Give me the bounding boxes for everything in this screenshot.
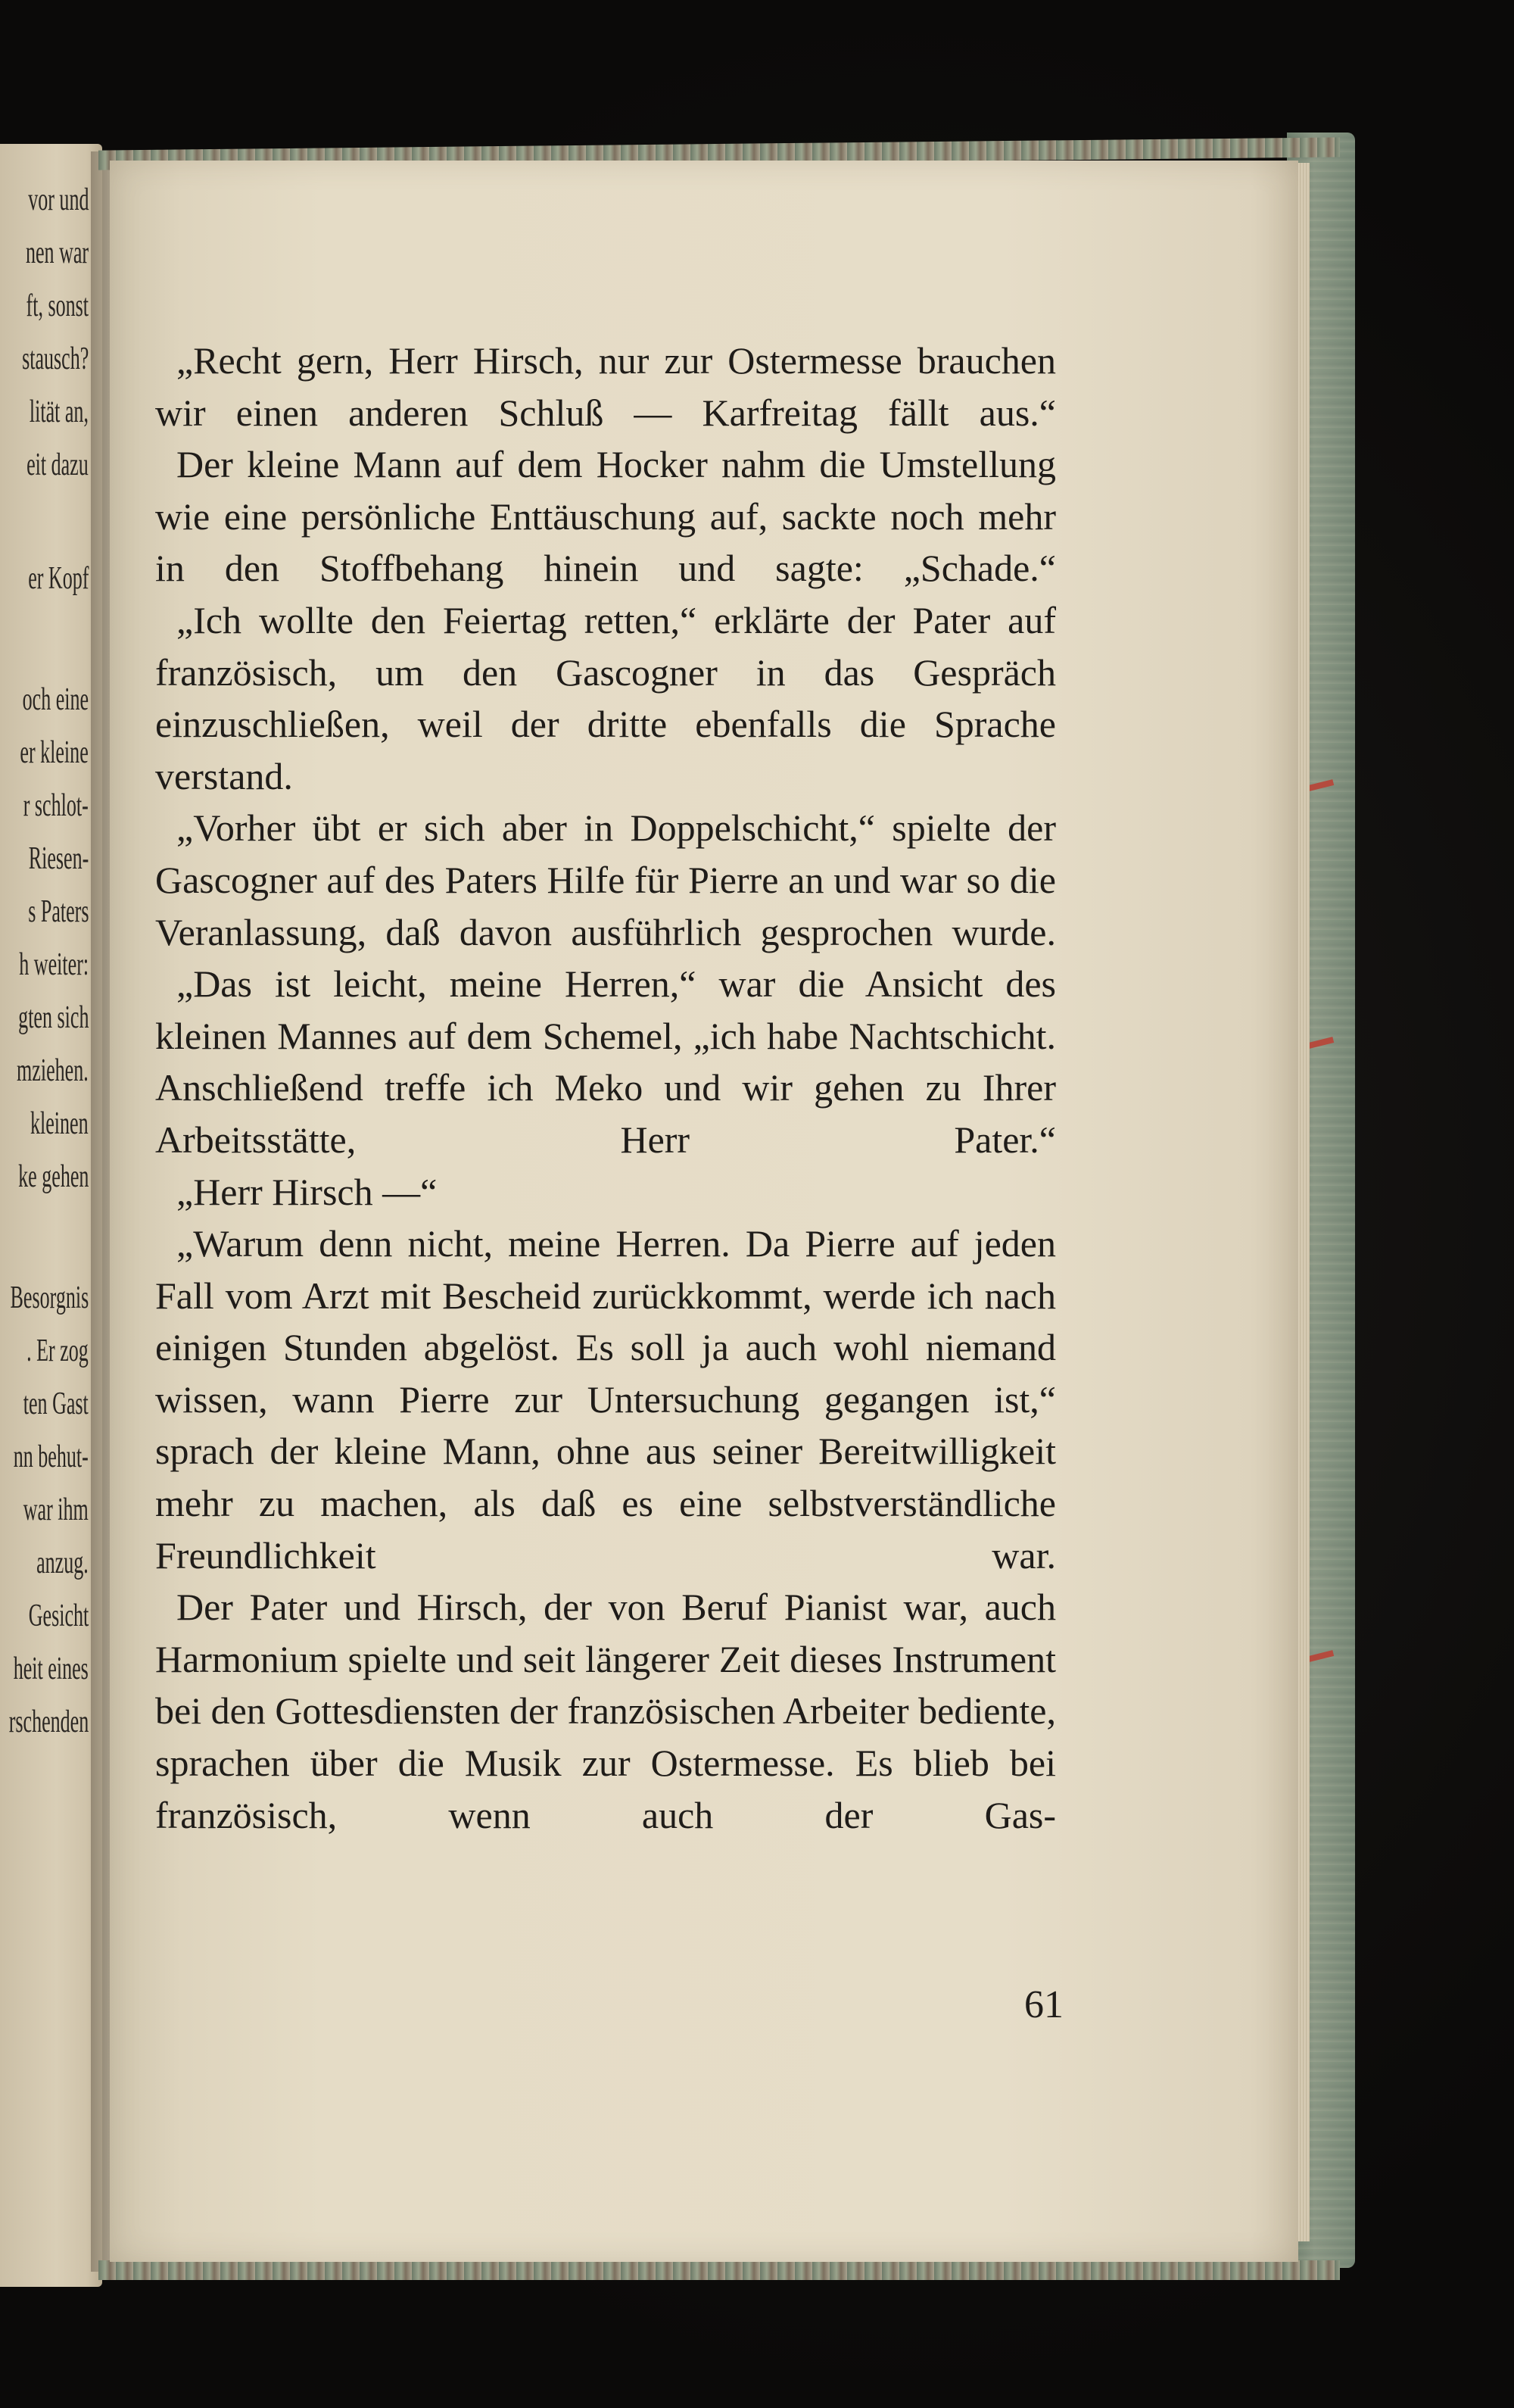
previous-page-text-fragment: eit dazu: [26, 448, 89, 482]
previous-page-text-fragment: h weiter:: [19, 947, 89, 982]
previous-page-text-fragment: er kleine: [20, 735, 89, 770]
previous-page-text-fragment: s Paters: [27, 894, 89, 929]
previous-page-text-fragment: ten Gast: [23, 1386, 89, 1421]
page-text: [155, 335, 1056, 1841]
previous-page-strip: [0, 144, 102, 2287]
paragraph: „Herr Hirsch —“: [176, 1170, 438, 1213]
paragraph: Der Pater und Hirsch, der von Beruf Pianist war, auch Harmonium spielte und seit längerer Zeit dieses Instrument bei den Gottesdiensten der französischen Arbeiter bediente, sprachen über die Musik zur Ostermesse. Es blieb bei französisch, wenn auch der Gas-: [155, 1586, 1056, 1836]
page-number: 61: [1024, 1983, 1064, 2026]
previous-page-text-fragment: Gesicht: [28, 1599, 89, 1633]
previous-page-text-fragment: stausch?: [21, 342, 89, 376]
previous-page-text-fragment: . Er zog: [26, 1333, 89, 1368]
paragraph: „Ich wollte den Feiertag retten,“ erklärte der Pater auf französisch, um den Gascogner in das Gespräch einzuschließen, weil der dritte ebenfalls die Sprache verstand.: [155, 598, 1056, 797]
previous-page-text-fragment: r schlot-: [23, 788, 89, 823]
previous-page-text-fragment: heit eines: [13, 1652, 89, 1686]
previous-page-text-fragment: och eine: [22, 682, 89, 717]
previous-page-text-fragment: gten sich: [17, 1000, 89, 1035]
previous-page-text-fragment: mziehen.: [17, 1053, 89, 1088]
previous-page-text-fragment: er Kopf: [27, 561, 89, 596]
previous-page-text-fragment: ft, sonst: [26, 289, 89, 323]
previous-page-text-fragment: kleinen: [30, 1106, 89, 1141]
paragraph: „Recht gern, Herr Hirsch, nur zur Ostermesse brauchen wir einen anderen Schluß — Karfreitag fällt aus.“: [155, 339, 1056, 434]
paragraph: „Das ist leicht, meine Herren,“ war die Ansicht des kleinen Mannes auf dem Schemel, „ich habe Nachtschicht. Anschließend treffe ich Meko und wir gehen zu Ihrer Arbeitsstätte, Herr Pater.“: [155, 962, 1056, 1161]
paragraph: Der kleine Mann auf dem Hocker nahm die Umstellung wie eine persönliche Enttäuschung auf, sackte noch mehr in den Stoffbehang hinein und sagte: „Schade.“: [155, 443, 1056, 590]
previous-page-text-fragment: nen war: [25, 235, 89, 270]
previous-page-text-fragment: vor und: [27, 182, 89, 217]
book-page: [110, 161, 1298, 2262]
previous-page-text-fragment: rschenden: [8, 1705, 89, 1739]
previous-page-text-fragment: Besorgnis: [10, 1280, 89, 1315]
previous-page-text-fragment: anzug.: [36, 1546, 89, 1580]
binding-band-bottom: [98, 2260, 1340, 2280]
previous-page-text-fragment: ke gehen: [17, 1159, 89, 1194]
previous-page-text-fragment: nn behut-: [13, 1439, 89, 1474]
previous-page-text-fragment: Riesen-: [28, 841, 89, 876]
previous-page-text-fragment: lität an,: [29, 395, 89, 429]
previous-page-text-fragment: war ihm: [23, 1493, 89, 1527]
paragraph: „Warum denn nicht, meine Herren. Da Pierre auf jeden Fall vom Arzt mit Bescheid zurückkommt, werde ich nach einigen Stunden abgelöst. Es soll ja auch wohl niemand wissen, wann Pierre zur Untersuchung gegangen ist,“ sprach der kleine Mann, ohne aus seiner Bereitwilligkeit mehr zu machen, als daß es eine selbstverständliche Freundlichkeit war.: [155, 1222, 1056, 1577]
paragraph: „Vorher übt er sich aber in Doppelschicht,“ spielte der Gascogner auf des Paters Hilfe für Pierre an und war so die Veranlassung, daß davon ausführlich gesprochen wurde.: [155, 806, 1056, 953]
